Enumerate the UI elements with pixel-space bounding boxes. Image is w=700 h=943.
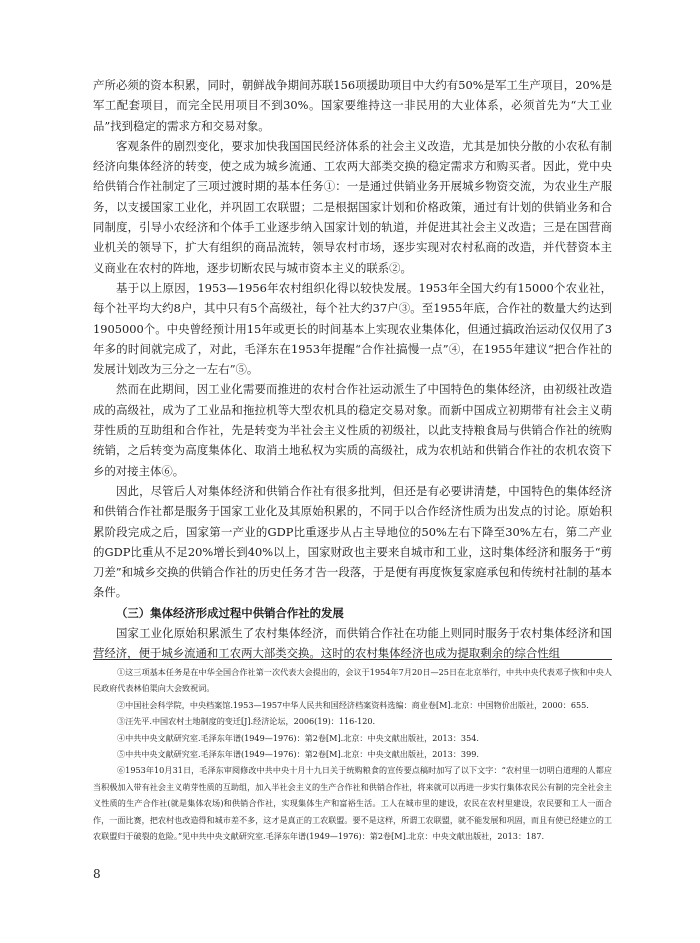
section-heading: （三）集体经济形成过程中供销合作社的发展 <box>116 605 344 620</box>
paragraph-1: 产所必须的资本积累，同时，朝鲜战争期间苏联156项援助项目中大约有50%是军工生产项目，20%是军工配套项目，而完全民用项目不到30%。国家要维持这一非民用的大业体系，必须首先为“大工业品”找到稳定的需求方和交易对象。 <box>93 78 612 133</box>
footnote-divider <box>93 659 612 660</box>
footnotes <box>93 664 612 844</box>
paragraph-6: 国家工业化原始积累派生了农村集体经济，而供销合作社在功能上则同时服务于农村集体经济和国营经济，便于城乡流通和工农两大部类交换。这时的农村集体经济也成为提取剩余的综合性组 <box>93 626 612 661</box>
paragraph-4: 然而在此期间，因工业化需要而推进的农村合作社运动派生了中国特色的集体经济，由初级社改造成的高级社，成为了工业品和拖拉机等大型农机具的稳定交易对象。而新中国成立初期带有社会主义萌芽性质的互助组和合作社，先是转变为半社会主义性质的初级社，以此支持粮食局与供销合作社的统购统销，之后转变为高度集体化、取消土地私权为实质的高级社，成为农机站和供销合作社的农机农资下乡的对接主体⑥。 <box>93 382 612 478</box>
paragraph-3: 基于以上原因，1953—1956年农村组织化得以较快发展。1953年全国大约有15000个农业社，每个社平均大约8户，其中只有5个高级社，每个社大约37户③。至1955年底，合作社的数量大约达到1905000个。中央曾经预计用15年或更长的时间基本上实现农业集体化，但通过搞政治运动仅仅用了3年多的时间就完成了，对此，毛泽东在1953年提醒“合作社搞慢一点”④，在1955年建议“把合作社的发展计划改为三分之一左右”⑤。 <box>93 280 612 377</box>
page-number: 8 <box>93 867 101 881</box>
footnote-2: ②中国社会科学院，中央档案馆.1953—1957中华人民共和国经济档案资料选编：商业卷[M].北京：中国物价出版社，2000：655. <box>117 699 589 710</box>
footnote-6: ⑥1953年10月31日，毛泽东审阅修改中共中央十月十九日关于统购粮食的宣传要点稿时加写了以下文字：“农村里一切明白道理的人都应当积极加入带有社会主义萌芽性质的互助组，加入半社会主义的生产合作社和供销合作社，将来就可以再进一步实行集体农民公有制的完全社会主义性质的生产合作社(就是集体农场)和供销合作社，实现集体生产和富裕生活。工人在城市里的建设，农民在农村里建设，农民要和工人一面合作，一面比赛，把农村也改造得和城市差不多，这才是真正的工农联盟。要不是这样，所谓工农联盟，就不能发展和巩固，而且有使已经建立的工农联盟归于破裂的危险。”见中共中央文献研究室.毛泽东年谱(1949—1976)：第2卷[M].北京：中央文献出版社，2013：187. <box>93 765 612 842</box>
body-text <box>93 75 612 664</box>
paragraph-2: 客观条件的剧烈变化，要求加快我国国民经济体系的社会主义改造，尤其是加快分散的小农私有制经济向集体经济的转变，使之成为城乡流通、工农两大部类交换的稳定需求方和购买者。因此，党中央给供销合作社制定了三项过渡时期的基本任务①：一是通过供销业务开展城乡物资交流，为农业生产服务，以支援国家工业化，并巩固工农联盟；二是根据国家计划和价格政策，通过有计划的供销业务和合同制度，引导小农经济和个体手工业逐步纳入国家计划的轨道，并促进其社会主义改造；三是在国营商业机关的领导下，扩大有组织的商品流转，领导农村市场，逐步实现对农村私商的改造，并代替资本主义商业在农村的阵地，逐步切断农民与城市资本主义的联系②。 <box>93 138 612 275</box>
footnote-4: ④中共中央文献研究室.毛泽东年谱(1949—1976)：第2卷[M].北京：中央文献出版社，2013：354. <box>117 732 479 743</box>
footnote-1: ①这三项基本任务是在中华全国合作社第一次代表大会提出的，会议于1954年7月20日—25日在北京举行，中共中央代表邓子恢和中央人民政府代表林伯渠向大会致祝词。 <box>93 667 612 694</box>
footnote-5: ⑤中共中央文献研究室.毛泽东年谱(1949—1976)：第2卷[M].北京：中央文献出版社，2013：399. <box>117 749 479 760</box>
paragraph-5: 因此，尽管后人对集体经济和供销合作社有很多批判，但还是有必要讲清楚，中国特色的集体经济和供销合作社都是服务于国家工业化及其原始积累的，不同于以合作经济性质为出发点的讨论。原始积累阶段完成之后，国家第一产业的GDP比重逐步从占主导地位的50%左右下降至30%左右，第二产业的GDP比重从不足20%增长到40%以上，国家财政也主要来自城市和工业，这时集体经济和服务于“剪刀差”和城乡交换的供销合作社的历史任务才告一段落，于是便有再度恢复家庭承包和传统村社制的基本条件。 <box>93 483 612 600</box>
footnote-3: ③汪先平.中国农村土地制度的变迁[J].经济论坛，2006(19)：116-120. <box>117 716 376 727</box>
